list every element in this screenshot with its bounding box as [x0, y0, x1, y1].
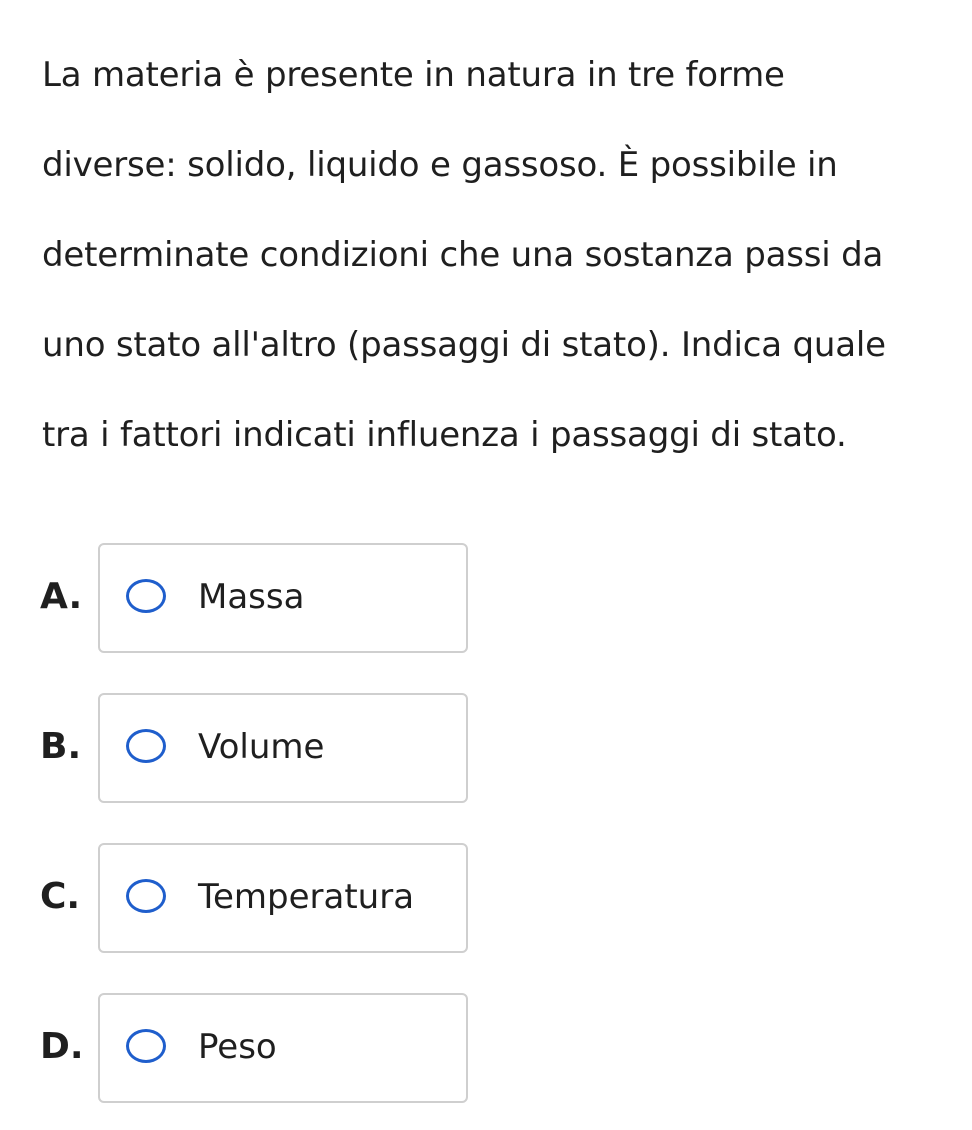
- option-b-button[interactable]: [98, 693, 468, 803]
- radio-unselected-icon[interactable]: [126, 1029, 166, 1063]
- option-d-button[interactable]: [98, 993, 468, 1103]
- option-d: [40, 993, 470, 1103]
- option-label: Peso: [198, 1027, 277, 1067]
- radio-unselected-icon[interactable]: [126, 879, 166, 913]
- option-c-button[interactable]: [98, 843, 468, 953]
- option-a-button[interactable]: [98, 543, 468, 653]
- radio-unselected-icon[interactable]: [126, 579, 166, 613]
- option-letter: C.: [40, 876, 81, 917]
- option-label: Temperatura: [198, 877, 415, 917]
- question-line: determinate condizioni che una sostanza passi da: [42, 235, 884, 275]
- option-a: [40, 543, 470, 653]
- question-line: La materia è presente in natura in tre forme: [42, 55, 785, 95]
- option-label: Volume: [198, 727, 325, 767]
- option-label: Massa: [198, 577, 305, 617]
- radio-unselected-icon[interactable]: [126, 729, 166, 763]
- option-letter: D.: [40, 1026, 84, 1067]
- option-b: [40, 693, 470, 803]
- question-text: [42, 30, 942, 480]
- option-letter: A.: [40, 576, 83, 617]
- question-line: tra i fattori indicati influenza i passaggi di stato.: [42, 415, 847, 455]
- option-c: [40, 843, 470, 953]
- question-line: diverse: solido, liquido e gassoso. È possibile in: [42, 145, 838, 185]
- question-line: uno stato all'altro (passaggi di stato). Indica quale: [42, 325, 886, 365]
- option-letter: B.: [40, 726, 82, 767]
